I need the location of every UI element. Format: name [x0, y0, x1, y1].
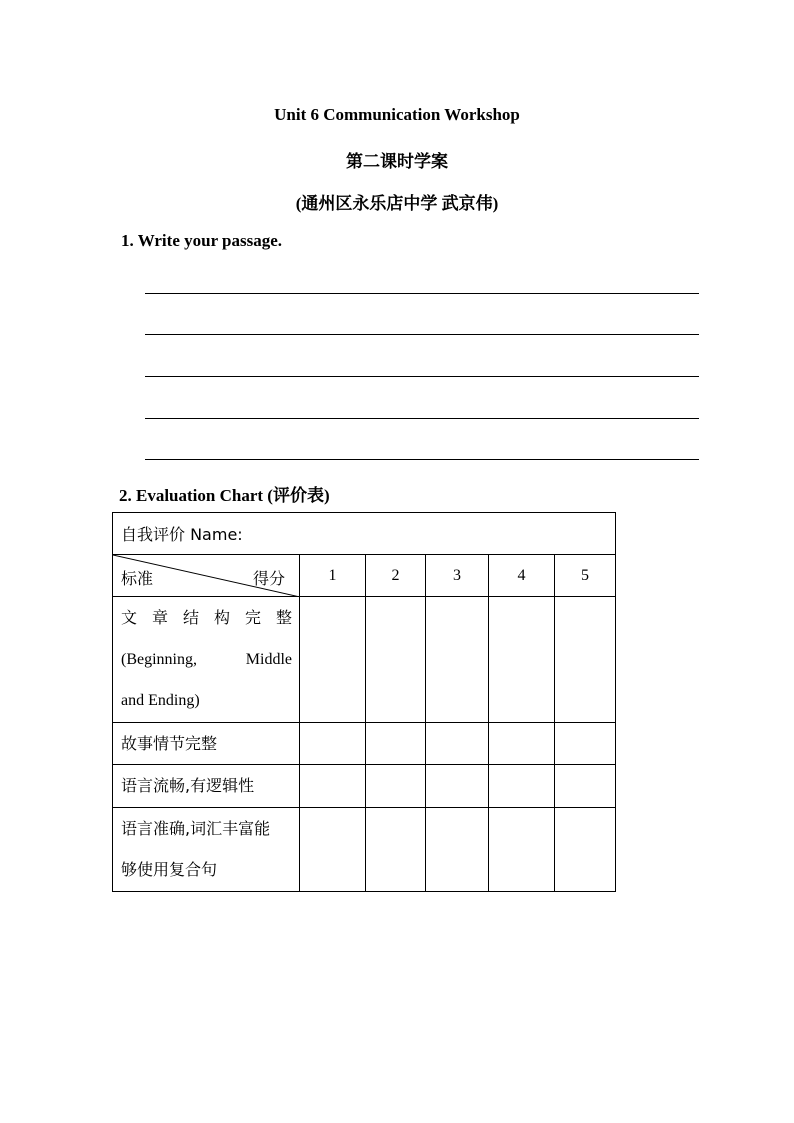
score-cell[interactable]	[300, 597, 366, 723]
score-cell[interactable]	[426, 765, 489, 808]
name-row	[113, 513, 616, 555]
score-cell[interactable]	[300, 722, 366, 765]
criterion-text: 语言准确,词汇丰富能	[121, 818, 271, 838]
score-cell[interactable]	[426, 807, 489, 891]
score-cell[interactable]	[555, 765, 616, 808]
table-row	[113, 807, 616, 891]
score-column-header: 5	[555, 555, 616, 597]
score-cell[interactable]	[489, 765, 555, 808]
score-cell[interactable]	[555, 597, 616, 723]
section-1-heading: 1. Write your passage.	[121, 231, 283, 250]
document-title: Unit 6 Communication Workshop	[274, 105, 520, 124]
writing-line[interactable]	[145, 334, 699, 335]
score-cell[interactable]	[555, 807, 616, 891]
criterion-text: 文 章 结 构 完 整	[121, 608, 292, 627]
criterion-text-part: (Beginning,	[121, 650, 197, 668]
score-column-header: 1	[300, 555, 366, 597]
table-row	[113, 765, 616, 808]
criterion-text: 够使用复合句	[121, 860, 218, 879]
score-column-header: 4	[489, 555, 555, 597]
criterion-text: and Ending)	[121, 692, 200, 709]
score-cell[interactable]	[426, 597, 489, 723]
diagonal-header-cell	[113, 555, 300, 597]
score-cell[interactable]	[489, 597, 555, 723]
writing-line[interactable]	[145, 376, 699, 377]
writing-line[interactable]	[145, 418, 699, 419]
criterion-cell: 故事情节完整	[113, 722, 300, 765]
section-2-heading: 2. Evaluation Chart (评价表)	[119, 486, 330, 505]
table-row	[113, 722, 616, 765]
score-cell[interactable]	[489, 807, 555, 891]
writing-line[interactable]	[145, 459, 699, 460]
criterion-text	[121, 639, 292, 681]
score-cell[interactable]	[366, 765, 426, 808]
document-author: (通州区永乐店中学 武京伟)	[295, 194, 499, 213]
score-cell[interactable]	[555, 722, 616, 765]
score-cell[interactable]	[489, 722, 555, 765]
score-column-header: 2	[366, 555, 426, 597]
writing-line[interactable]	[145, 293, 699, 294]
score-cell[interactable]	[366, 807, 426, 891]
evaluation-table	[112, 512, 616, 892]
score-cell[interactable]	[366, 597, 426, 723]
document-subtitle: 第二课时学案	[346, 152, 448, 171]
criterion-cell	[113, 597, 300, 723]
name-field[interactable]	[113, 513, 616, 555]
header-row	[113, 555, 616, 597]
criterion-cell	[113, 807, 300, 891]
score-cell[interactable]	[426, 722, 489, 765]
score-header-label: 得分	[252, 569, 285, 588]
name-label: 自我评价 Name:	[121, 525, 243, 544]
criterion-text-part: Middle	[245, 650, 292, 668]
score-column-header: 3	[426, 555, 489, 597]
score-cell[interactable]	[300, 807, 366, 891]
score-cell[interactable]	[366, 722, 426, 765]
criteria-header-label: 标准	[121, 569, 154, 588]
table-row	[113, 597, 616, 723]
criterion-cell: 语言流畅,有逻辑性	[113, 765, 300, 808]
score-cell[interactable]	[300, 765, 366, 808]
